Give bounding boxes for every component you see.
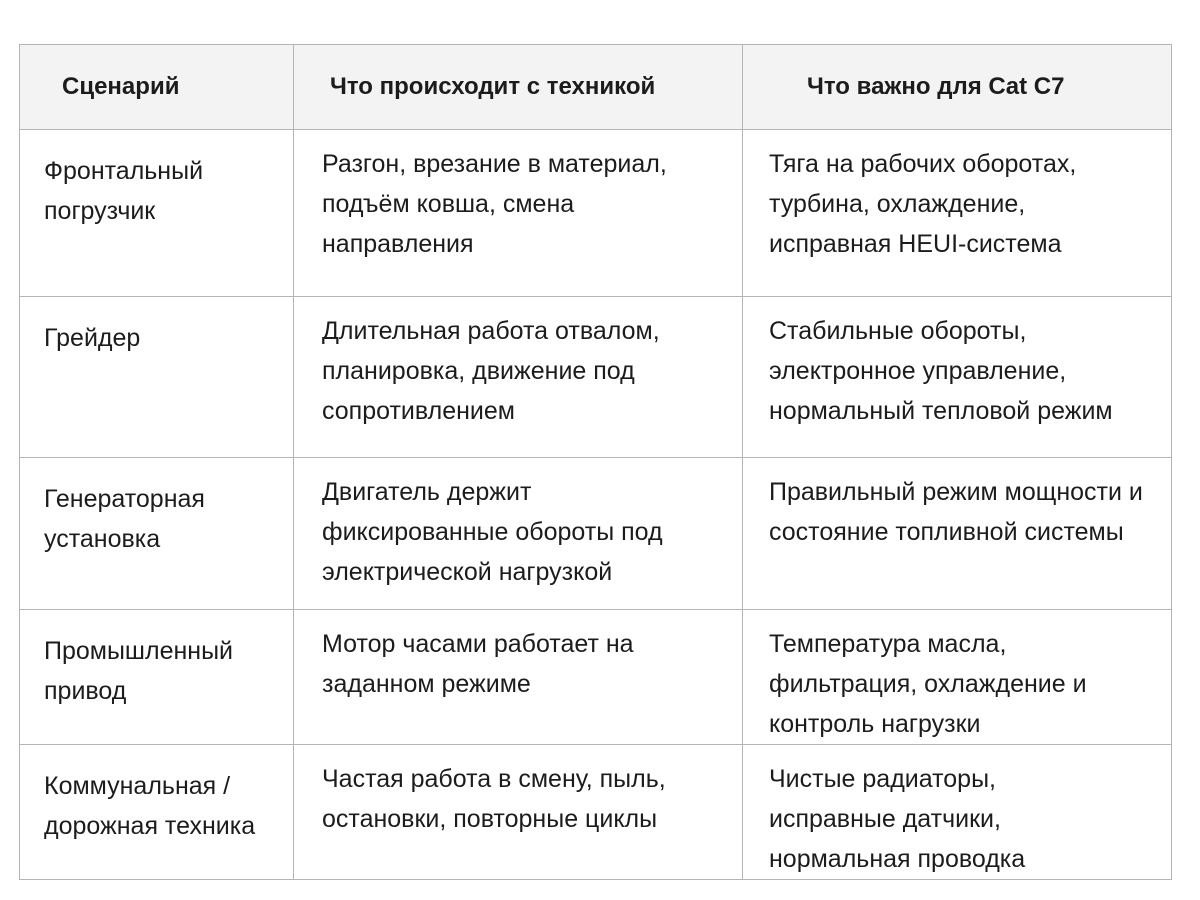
cell-text: Температура масла, фильтрация, охлаждение и контроль нагрузки xyxy=(769,630,1087,738)
table-row xyxy=(20,297,1172,458)
cell-text: Длительная работа отвалом, планировка, движение под сопротивлением xyxy=(322,317,660,425)
cell-what-happens xyxy=(294,610,743,745)
header-important: Что важно для Cat C7 xyxy=(743,45,1172,130)
table-body xyxy=(20,130,1172,880)
cell-text: Фронтальный погрузчик xyxy=(44,157,204,225)
cell-important xyxy=(743,130,1172,297)
cell-text: Правильный режим мощности и состояние топливной системы xyxy=(769,478,1143,546)
cell-scenario xyxy=(20,745,294,880)
header-scenario: Сценарий xyxy=(20,45,294,130)
cell-what-happens xyxy=(294,458,743,610)
header-what-happens: Что происходит с техникой xyxy=(294,45,743,130)
cell-text: Генераторная установка xyxy=(44,485,205,553)
cell-scenario xyxy=(20,297,294,458)
cell-text: Промышленный привод xyxy=(44,637,234,705)
cell-what-happens xyxy=(294,297,743,458)
cell-what-happens xyxy=(294,745,743,880)
cell-what-happens xyxy=(294,130,743,297)
cell-text: Стабильные обороты, электронное управление, нормальный тепловой режим xyxy=(769,317,1113,425)
cell-important xyxy=(743,297,1172,458)
cell-important xyxy=(743,458,1172,610)
table-header xyxy=(20,45,1172,130)
table-row xyxy=(20,130,1172,297)
table-row xyxy=(20,610,1172,745)
comparison-table xyxy=(19,44,1172,880)
cell-text: Мотор часами работает на заданном режиме xyxy=(322,630,634,698)
cell-text: Грейдер xyxy=(44,324,141,352)
cell-important xyxy=(743,610,1172,745)
header-row xyxy=(20,45,1172,130)
table-row xyxy=(20,745,1172,880)
cell-text: Частая работа в смену, пыль, остановки, повторные циклы xyxy=(322,765,666,833)
table-row xyxy=(20,458,1172,610)
cell-scenario xyxy=(20,130,294,297)
cell-text: Тяга на рабочих оборотах, турбина, охлаждение, исправная HEUI-система xyxy=(769,150,1077,258)
cell-important xyxy=(743,745,1172,880)
cell-text: Разгон, врезание в материал, подъём ковша, смена направления xyxy=(322,150,667,258)
cell-scenario xyxy=(20,610,294,745)
cell-text: Коммунальная / дорожная техника xyxy=(44,772,256,840)
cell-text: Двигатель держит фиксированные обороты под электрической нагрузкой xyxy=(322,478,663,586)
cell-scenario xyxy=(20,458,294,610)
cell-text: Чистые радиаторы, исправные датчики, нормальная проводка xyxy=(769,765,1026,873)
